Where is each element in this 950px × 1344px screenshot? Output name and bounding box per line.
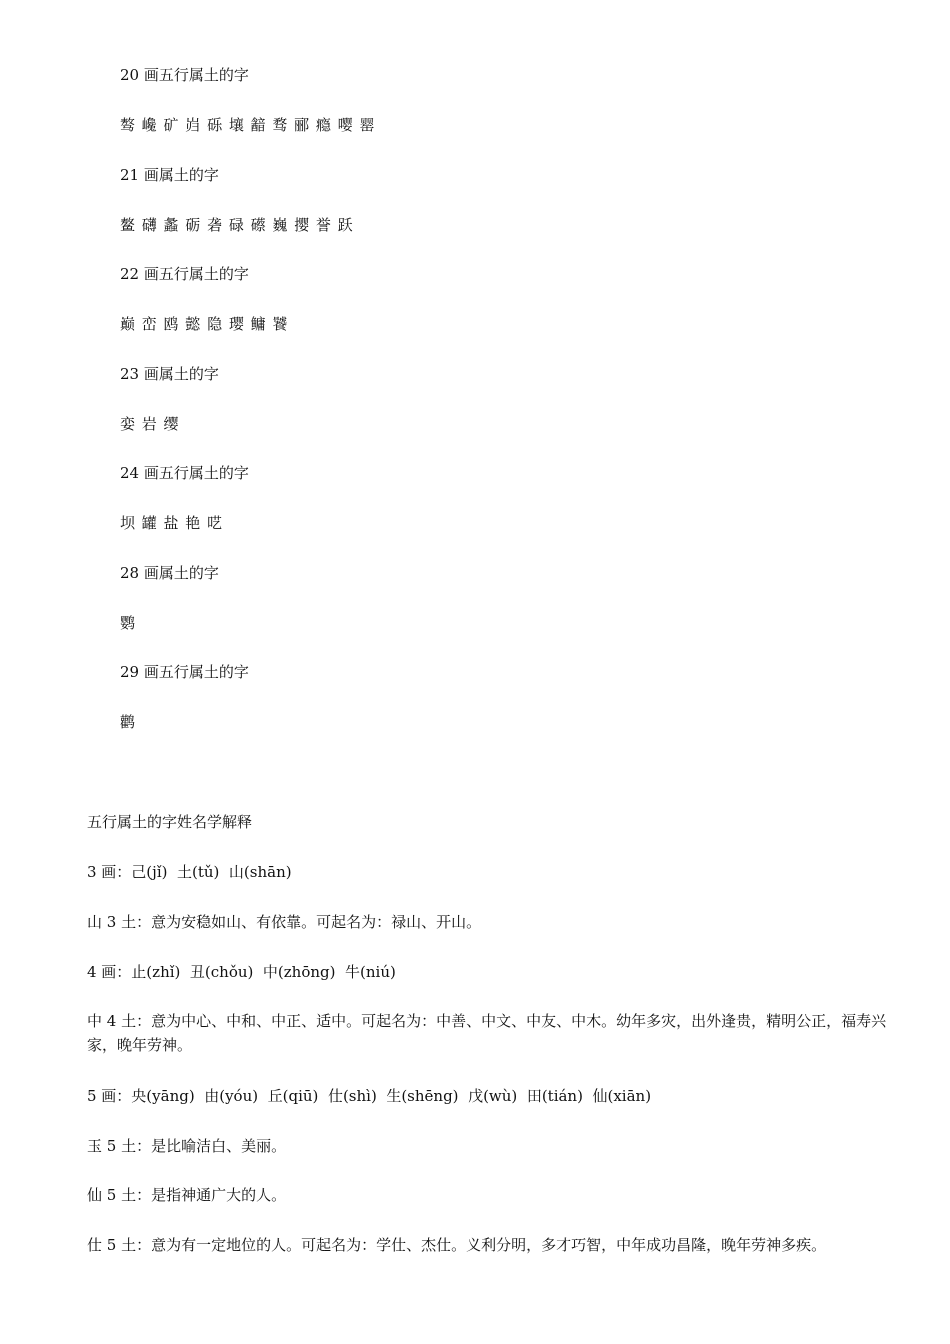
entry-xian: 仙 5 土：是指神通广大的人。 — [87, 1186, 287, 1204]
chars-22-strokes: 巅 峦 鸥 懿 隐 璎 鳙 饕 — [120, 315, 289, 333]
heading-24-strokes: 24 画五行属土的字 — [120, 464, 249, 482]
chars-24-strokes: 坝 罐 盐 艳 呓 — [120, 514, 224, 532]
section-title: 五行属土的字姓名学解释 — [87, 813, 253, 831]
heading-20-strokes: 20 画五行属土的字 — [120, 66, 249, 84]
heading-28-strokes: 28 画属土的字 — [120, 564, 219, 582]
entry-zhong: 中 4 土：意为中心、中和、中正、适中。可起名为：中善、中文、中友、中木。幼年多灾，出外逢贵，精明公正，福寿兴家，晚年劳神。 — [87, 1012, 887, 1054]
chars-28-strokes: 鹦 — [120, 614, 137, 632]
entry-yu: 玉 5 土：是比喻洁白、美丽。 — [87, 1137, 287, 1155]
heading-21-strokes: 21 画属土的字 — [120, 166, 219, 184]
heading-22-strokes: 22 画五行属土的字 — [120, 265, 249, 283]
entry-shi: 仕 5 土：意为有一定地位的人。可起名为：学仕、杰仕。义利分明，多才巧智，中年成功昌隆，晚年劳神多疾。 — [87, 1236, 827, 1254]
chars-23-strokes: 娈 岩 缨 — [120, 415, 180, 433]
chars-29-strokes: 鹳 — [120, 713, 137, 731]
strokes-5-list: 5 画：央(yāng) 由(yóu) 丘(qiū) 仕(shì) 生(shēng) 戊(wù) 田(tián) 仙(xiān) — [87, 1087, 652, 1105]
chars-20-strokes: 骜 巉 矿 岿 砾 壤 韽 骛 郦 瘾 嘤 罂 — [120, 116, 376, 134]
heading-23-strokes: 23 画属土的字 — [120, 365, 219, 383]
chars-21-strokes: 鳌 礴 蠡 砺 砻 碌 礤 巍 撄 誉 跃 — [120, 216, 354, 234]
strokes-4-list: 4 画：止(zhǐ) 丑(chǒu) 中(zhōng) 牛(niú) — [87, 963, 396, 981]
entry-shan: 山 3 土：意为安稳如山、有依靠。可起名为：禄山、开山。 — [87, 913, 482, 931]
heading-29-strokes: 29 画五行属土的字 — [120, 663, 249, 681]
strokes-3-list: 3 画：己(jǐ) 土(tǔ) 山(shān) — [87, 863, 292, 881]
